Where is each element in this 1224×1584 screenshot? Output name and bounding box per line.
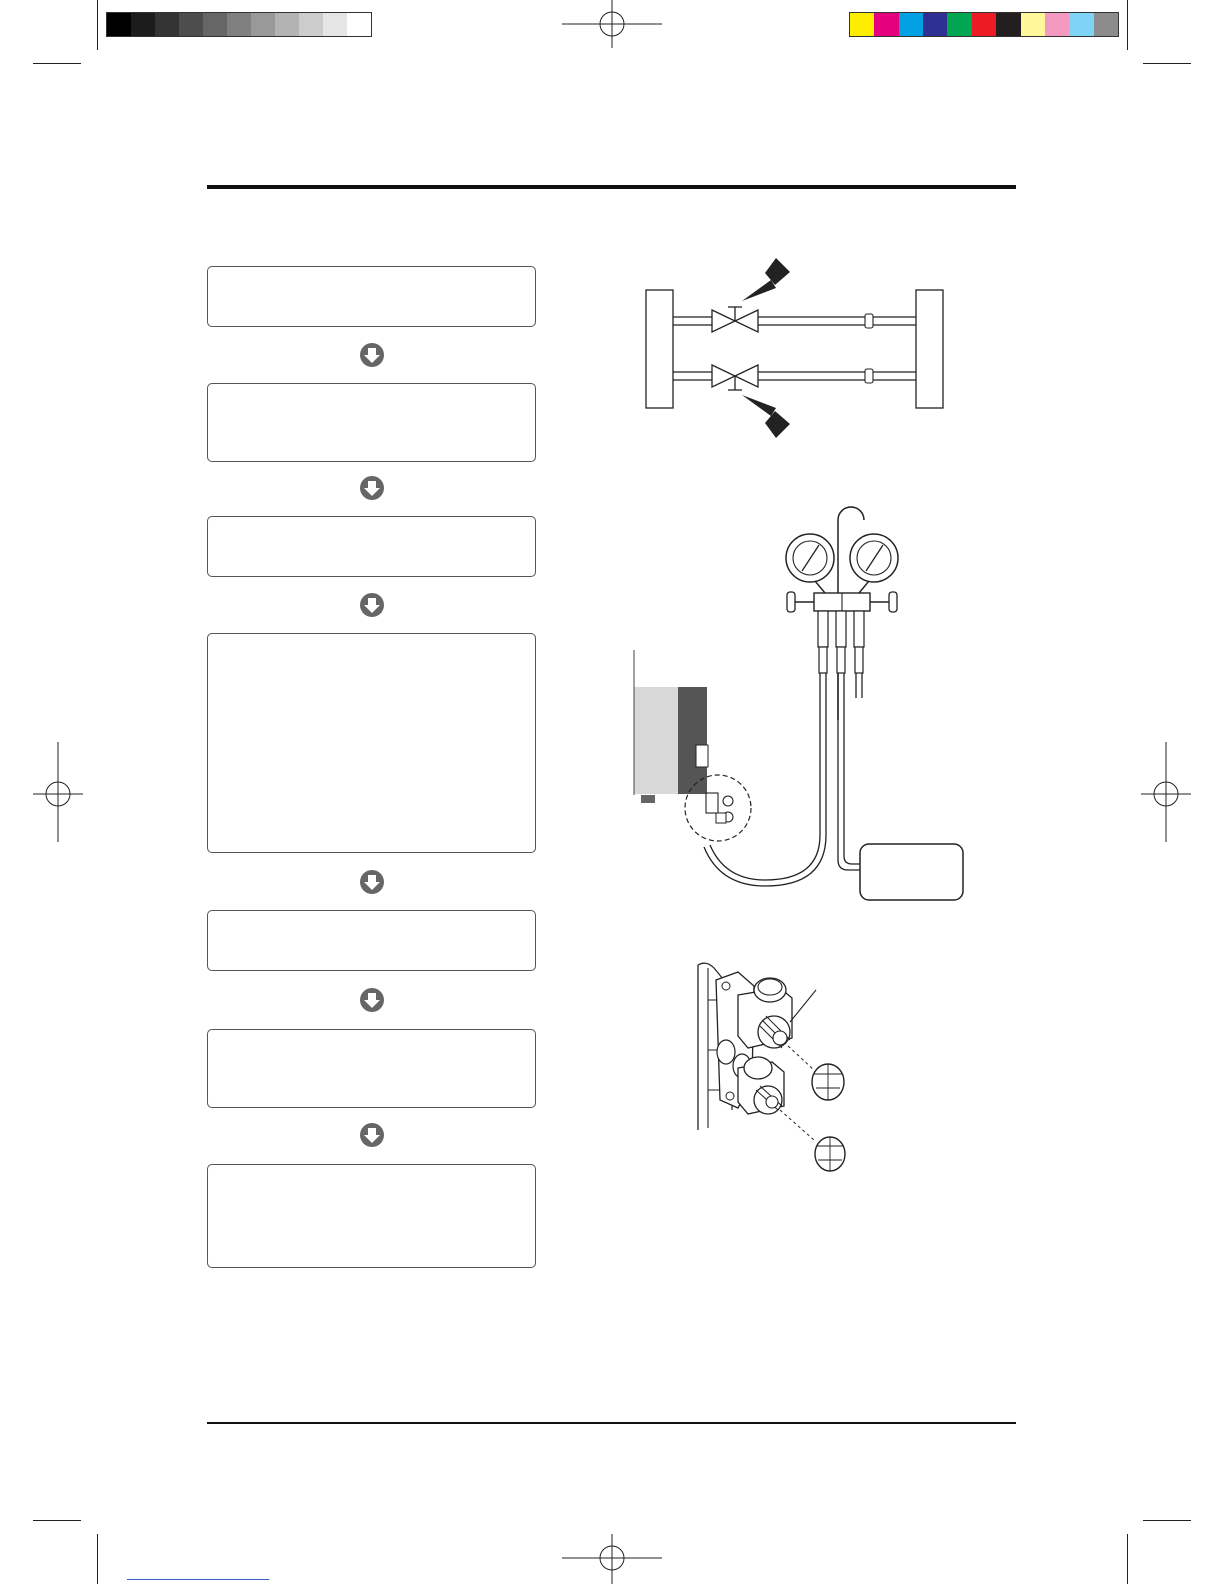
gray-swatch: [227, 13, 251, 36]
crop-mark: [1143, 1520, 1191, 1521]
crop-mark: [1143, 63, 1191, 64]
gray-swatch: [179, 13, 203, 36]
link-underline: [127, 1579, 269, 1580]
down-arrow-circle-icon: [359, 1122, 385, 1148]
flow-step-5: [207, 910, 536, 971]
color-swatch: [874, 13, 898, 36]
flow-step-text: [208, 384, 535, 400]
color-swatch: [1045, 13, 1069, 36]
down-arrow-circle-icon: [359, 342, 385, 368]
color-swatch: [947, 13, 971, 36]
flow-step-text: [208, 1030, 535, 1046]
flow-step-6: [207, 1029, 536, 1108]
down-arrow-circle-icon: [359, 987, 385, 1013]
color-swatch: [996, 13, 1020, 36]
flow-step-text: [208, 634, 535, 650]
down-arrow-circle-icon: [359, 592, 385, 618]
color-swatch: [1094, 13, 1118, 36]
color-swatch: [972, 13, 996, 36]
grayscale-bar: [106, 12, 372, 37]
registration-mark-top: [562, 0, 662, 50]
crop-mark: [97, 0, 98, 50]
gray-swatch: [203, 13, 227, 36]
footer-rule: [207, 1422, 1016, 1424]
gauge-manifold-illustration: [630, 495, 975, 905]
crop-mark: [97, 1534, 98, 1584]
gray-swatch: [155, 13, 179, 36]
flow-step-2: [207, 383, 536, 462]
gray-swatch: [107, 13, 131, 36]
color-swatch: [1069, 13, 1093, 36]
registration-mark-bottom: [562, 1534, 662, 1584]
registration-mark-left: [33, 742, 83, 842]
color-swatch: [1021, 13, 1045, 36]
gray-swatch: [131, 13, 155, 36]
down-arrow-circle-icon: [359, 869, 385, 895]
gray-swatch: [275, 13, 299, 36]
service-valve-caps-illustration: [692, 960, 862, 1180]
color-swatch: [850, 13, 874, 36]
flow-step-4: [207, 633, 536, 853]
flow-step-7: [207, 1164, 536, 1268]
service-valve-diagram: [640, 255, 950, 445]
flow-step-3: [207, 516, 536, 577]
down-arrow-circle-icon: [359, 475, 385, 501]
crop-mark: [33, 1520, 81, 1521]
flow-step-1: [207, 266, 536, 327]
crop-mark: [1127, 1534, 1128, 1584]
color-swatch: [899, 13, 923, 36]
flow-step-text: [208, 911, 535, 927]
gray-swatch: [299, 13, 323, 36]
gray-swatch: [251, 13, 275, 36]
header-rule: [207, 185, 1016, 189]
flow-step-text: [208, 267, 535, 283]
color-calibration-bar: [849, 12, 1119, 37]
flow-step-text: [208, 517, 535, 533]
gray-swatch: [323, 13, 347, 36]
color-swatch: [923, 13, 947, 36]
crop-mark: [1127, 0, 1128, 50]
gray-swatch: [347, 13, 371, 36]
registration-mark-right: [1141, 742, 1191, 842]
flow-step-text: [208, 1165, 535, 1181]
crop-mark: [33, 63, 81, 64]
